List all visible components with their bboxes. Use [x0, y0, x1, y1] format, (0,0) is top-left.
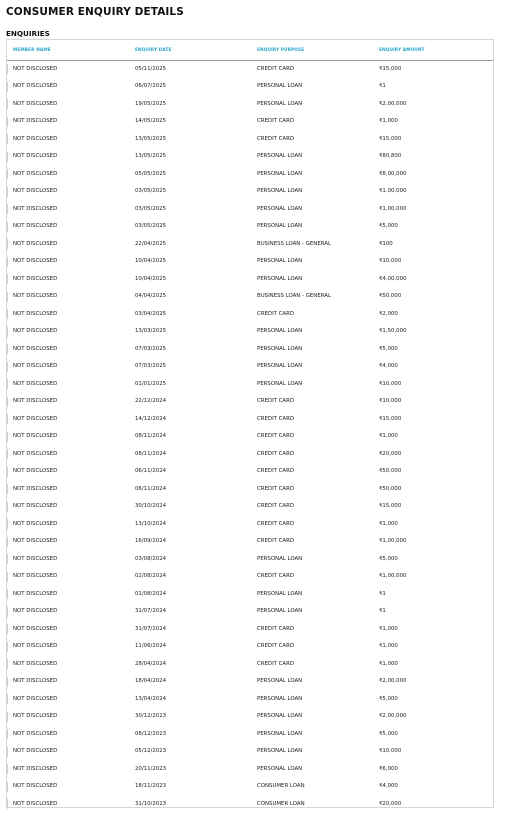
table-row: [7, 445, 493, 463]
row-divider: [7, 782, 8, 792]
enquiry-purpose-cell: CONSUMER LOAN: [257, 800, 305, 807]
enquiry-purpose-cell: PERSONAL LOAN: [257, 678, 303, 684]
row-divider: [7, 99, 8, 109]
enquiry-amount-cell: ₹5,000: [379, 555, 398, 562]
enquiry-purpose-cell: CREDIT CARD: [257, 310, 295, 317]
row-divider: [7, 554, 8, 564]
enquiry-date-cell: 10/04/2025: [135, 258, 167, 264]
member-name-cell: NOT DISCLOSED: [13, 590, 58, 597]
enquiry-purpose-cell: PERSONAL LOAN: [257, 188, 303, 194]
enquiry-purpose-cell: CREDIT CARD: [257, 485, 295, 492]
table-row: [7, 340, 493, 358]
member-name-cell: NOT DISCLOSED: [13, 800, 58, 807]
table-body: [7, 60, 493, 813]
member-name-cell: NOT DISCLOSED: [13, 293, 58, 299]
member-name-cell: NOT DISCLOSED: [13, 660, 58, 667]
enquiry-date-cell: 13/05/2025: [135, 135, 167, 142]
enquiry-amount-cell: ₹1,000: [379, 118, 398, 124]
enquiry-purpose-cell: CREDIT CARD: [257, 468, 295, 474]
enquiry-purpose-cell: PERSONAL LOAN: [257, 713, 303, 719]
enquiry-amount-cell: ₹4,000: [379, 783, 398, 789]
enquiry-amount-cell: ₹100: [379, 240, 393, 247]
enquiry-amount-cell: ₹1,00,000: [379, 188, 407, 194]
row-divider: [7, 467, 8, 477]
enquiry-amount-cell: ₹5,000: [379, 223, 398, 229]
row-divider: [7, 397, 8, 407]
table-row: [7, 60, 493, 78]
member-name-cell: NOT DISCLOSED: [13, 538, 58, 544]
table-row: [7, 568, 493, 586]
member-name-cell: NOT DISCLOSED: [13, 608, 58, 614]
member-name-cell: NOT DISCLOSED: [13, 485, 58, 492]
enquiries-table: [6, 39, 494, 808]
enquiry-amount-cell: ₹1,00,000: [379, 573, 407, 579]
enquiry-purpose-cell: CREDIT CARD: [257, 503, 295, 509]
enquiry-amount-cell: ₹10,000: [379, 748, 402, 754]
member-name-cell: NOT DISCLOSED: [13, 65, 58, 72]
page-title: CONSUMER ENQUIRY DETAILS: [6, 6, 184, 18]
member-name-cell: NOT DISCLOSED: [13, 205, 58, 212]
enquiry-amount-cell: ₹15,000: [379, 503, 402, 509]
section-heading: ENQUIRIES: [6, 29, 50, 38]
row-divider: [7, 519, 8, 529]
enquiry-date-cell: 22/12/2024: [135, 398, 167, 404]
row-divider: [7, 239, 8, 249]
row-divider: [7, 152, 8, 162]
table-row: [7, 305, 493, 323]
enquiry-amount-cell: ₹1,50,000: [379, 328, 407, 334]
row-divider: [7, 572, 8, 582]
row-divider: [7, 747, 8, 757]
member-name-cell: NOT DISCLOSED: [13, 345, 58, 352]
member-name-cell: NOT DISCLOSED: [13, 450, 58, 457]
enquiry-date-cell: 03/05/2025: [135, 223, 167, 229]
row-divider: [7, 432, 8, 442]
enquiry-amount-cell: ₹1: [379, 608, 386, 614]
enquiry-date-cell: 16/09/2024: [135, 538, 167, 544]
table-row: [7, 463, 493, 481]
enquiry-purpose-cell: CREDIT CARD: [257, 118, 295, 124]
member-name-cell: NOT DISCLOSED: [13, 170, 58, 177]
enquiry-date-cell: 18/11/2023: [135, 783, 167, 789]
row-divider: [7, 677, 8, 687]
row-divider: [7, 694, 8, 704]
enquiry-date-cell: 05/05/2025: [135, 170, 167, 177]
enquiry-purpose-cell: PERSONAL LOAN: [257, 590, 303, 597]
enquiry-date-cell: 05/11/2025: [135, 65, 167, 72]
enquiry-purpose-cell: PERSONAL LOAN: [257, 153, 303, 159]
enquiry-date-cell: 02/08/2024: [135, 573, 167, 579]
member-name-cell: NOT DISCLOSED: [13, 415, 58, 422]
enquiry-date-cell: 06/11/2024: [135, 485, 167, 492]
enquiry-purpose-cell: PERSONAL LOAN: [257, 695, 303, 702]
member-name-cell: NOT DISCLOSED: [13, 713, 58, 719]
enquiry-date-cell: 08/11/2024: [135, 450, 167, 457]
enquiry-purpose-cell: CREDIT CARD: [257, 415, 295, 422]
enquiry-date-cell: 22/04/2025: [135, 240, 167, 247]
row-divider: [7, 607, 8, 617]
enquiry-amount-cell: ₹20,000: [379, 800, 402, 807]
row-divider: [7, 117, 8, 127]
row-divider: [7, 64, 8, 74]
row-divider: [7, 589, 8, 599]
enquiry-amount-cell: ₹5,000: [379, 345, 398, 352]
enquiry-amount-cell: ₹50,000: [379, 468, 402, 474]
row-divider: [7, 729, 8, 739]
member-name-cell: NOT DISCLOSED: [13, 275, 58, 282]
enquiry-amount-cell: ₹80,800: [379, 153, 402, 159]
table-row: [7, 78, 493, 96]
enquiry-date-cell: 11/06/2024: [135, 643, 167, 649]
enquiry-amount-cell: ₹10,000: [379, 258, 402, 264]
table-row: [7, 498, 493, 516]
enquiry-amount-cell: ₹5,000: [379, 695, 398, 702]
table-row: [7, 550, 493, 568]
row-divider: [7, 222, 8, 232]
enquiry-date-cell: 30/10/2024: [135, 503, 167, 509]
enquiry-amount-cell: ₹15,000: [379, 65, 402, 72]
table-row: [7, 183, 493, 201]
enquiry-amount-cell: ₹2,00,000: [379, 713, 407, 719]
enquiry-amount-cell: ₹1,000: [379, 625, 398, 632]
enquiry-amount-cell: ₹10,000: [379, 398, 402, 404]
enquiry-purpose-cell: CREDIT CARD: [257, 398, 295, 404]
enquiry-purpose-cell: CREDIT CARD: [257, 538, 295, 544]
enquiry-purpose-cell: PERSONAL LOAN: [257, 328, 303, 334]
enquiry-purpose-cell: PERSONAL LOAN: [257, 345, 303, 352]
member-name-cell: NOT DISCLOSED: [13, 83, 58, 89]
row-divider: [7, 449, 8, 459]
row-divider: [7, 187, 8, 197]
enquiry-amount-cell: ₹2,00,000: [379, 678, 407, 684]
row-divider: [7, 82, 8, 92]
member-name-cell: NOT DISCLOSED: [13, 398, 58, 404]
enquiry-date-cell: 14/05/2025: [135, 118, 167, 124]
enquiry-date-cell: 03/04/2025: [135, 310, 167, 317]
enquiry-date-cell: 05/12/2023: [135, 748, 167, 754]
table-row: [7, 113, 493, 131]
enquiry-amount-cell: ₹6,000: [379, 765, 398, 772]
member-name-cell: NOT DISCLOSED: [13, 503, 58, 509]
table-row: [7, 235, 493, 253]
enquiry-purpose-cell: PERSONAL LOAN: [257, 223, 303, 229]
enquiry-purpose-cell: PERSONAL LOAN: [257, 170, 303, 177]
row-divider: [7, 659, 8, 669]
enquiry-amount-cell: ₹2,00,000: [379, 100, 407, 107]
enquiry-purpose-cell: PERSONAL LOAN: [257, 83, 303, 89]
enquiry-purpose-cell: CREDIT CARD: [257, 573, 295, 579]
member-name-cell: NOT DISCLOSED: [13, 188, 58, 194]
column-header-member-name: MEMBER NAME: [13, 48, 51, 53]
table-row: [7, 95, 493, 113]
row-divider: [7, 134, 8, 144]
enquiry-purpose-cell: CREDIT CARD: [257, 65, 295, 72]
enquiry-date-cell: 06/07/2025: [135, 83, 167, 89]
table-row: [7, 253, 493, 271]
enquiry-purpose-cell: PERSONAL LOAN: [257, 205, 303, 212]
enquiry-purpose-cell: PERSONAL LOAN: [257, 730, 303, 737]
member-name-cell: NOT DISCLOSED: [13, 643, 58, 649]
row-divider: [7, 712, 8, 722]
enquiry-date-cell: 19/05/2025: [135, 100, 167, 107]
enquiry-amount-cell: ₹1,000: [379, 520, 398, 527]
row-divider: [7, 484, 8, 494]
enquiry-purpose-cell: PERSONAL LOAN: [257, 100, 303, 107]
enquiry-amount-cell: ₹50,000: [379, 293, 402, 299]
column-header-enquiry-date: ENQUIRY DATE: [135, 48, 172, 53]
enquiry-purpose-cell: CREDIT CARD: [257, 660, 295, 667]
table-row: [7, 620, 493, 638]
table-row: [7, 778, 493, 796]
table-row: [7, 533, 493, 551]
enquiry-date-cell: 03/08/2024: [135, 555, 167, 562]
member-name-cell: NOT DISCLOSED: [13, 748, 58, 754]
enquiry-date-cell: 28/04/2024: [135, 660, 167, 667]
row-divider: [7, 257, 8, 267]
table-row: [7, 655, 493, 673]
enquiry-date-cell: 31/07/2024: [135, 608, 167, 614]
member-name-cell: NOT DISCLOSED: [13, 135, 58, 142]
enquiry-amount-cell: ₹1,00,000: [379, 538, 407, 544]
enquiry-date-cell: 08/12/2023: [135, 730, 167, 737]
enquiry-date-cell: 03/05/2025: [135, 205, 167, 212]
table-row: [7, 690, 493, 708]
enquiry-amount-cell: ₹1: [379, 590, 386, 597]
row-divider: [7, 379, 8, 389]
enquiry-date-cell: 31/07/2024: [135, 625, 167, 632]
member-name-cell: NOT DISCLOSED: [13, 433, 58, 439]
table-row: [7, 725, 493, 743]
row-divider: [7, 362, 8, 372]
table-row: [7, 270, 493, 288]
member-name-cell: NOT DISCLOSED: [13, 223, 58, 229]
row-divider: [7, 292, 8, 302]
member-name-cell: NOT DISCLOSED: [13, 765, 58, 772]
member-name-cell: NOT DISCLOSED: [13, 363, 58, 369]
enquiry-amount-cell: ₹10,000: [379, 380, 402, 387]
enquiry-purpose-cell: PERSONAL LOAN: [257, 765, 303, 772]
enquiry-date-cell: 03/05/2025: [135, 188, 167, 194]
enquiry-date-cell: 07/03/2025: [135, 345, 167, 352]
enquiry-amount-cell: ₹15,000: [379, 135, 402, 142]
enquiry-purpose-cell: PERSONAL LOAN: [257, 748, 303, 754]
row-divider: [7, 624, 8, 634]
enquiry-purpose-cell: PERSONAL LOAN: [257, 608, 303, 614]
enquiry-purpose-cell: PERSONAL LOAN: [257, 275, 303, 282]
table-row: [7, 480, 493, 498]
table-row: [7, 410, 493, 428]
member-name-cell: NOT DISCLOSED: [13, 730, 58, 737]
enquiry-amount-cell: ₹1,000: [379, 660, 398, 667]
member-name-cell: NOT DISCLOSED: [13, 468, 58, 474]
row-divider: [7, 414, 8, 424]
column-header-enquiry-purpose: ENQUIRY PURPOSE: [257, 48, 305, 53]
enquiry-amount-cell: ₹2,000: [379, 310, 398, 317]
enquiry-amount-cell: ₹1,000: [379, 433, 398, 439]
enquiry-amount-cell: ₹1,00,000: [379, 205, 407, 212]
row-divider: [7, 764, 8, 774]
member-name-cell: NOT DISCLOSED: [13, 573, 58, 579]
table-row: [7, 358, 493, 376]
table-header: [7, 40, 493, 61]
member-name-cell: NOT DISCLOSED: [13, 783, 58, 789]
table-row: [7, 760, 493, 778]
table-row: [7, 673, 493, 691]
enquiry-purpose-cell: BUSINESS LOAN - GENERAL: [257, 293, 331, 299]
member-name-cell: NOT DISCLOSED: [13, 695, 58, 702]
enquiry-date-cell: 08/11/2024: [135, 433, 167, 439]
member-name-cell: NOT DISCLOSED: [13, 118, 58, 124]
table-row: [7, 708, 493, 726]
enquiry-purpose-cell: CREDIT CARD: [257, 520, 295, 527]
row-divider: [7, 502, 8, 512]
enquiry-date-cell: 10/04/2025: [135, 275, 167, 282]
table-row: [7, 638, 493, 656]
member-name-cell: NOT DISCLOSED: [13, 380, 58, 387]
enquiry-date-cell: 31/10/2023: [135, 800, 167, 807]
enquiry-date-cell: 01/01/2025: [135, 380, 167, 387]
enquiry-date-cell: 13/05/2025: [135, 153, 167, 159]
member-name-cell: NOT DISCLOSED: [13, 153, 58, 159]
row-divider: [7, 327, 8, 337]
member-name-cell: NOT DISCLOSED: [13, 625, 58, 632]
table-row: [7, 218, 493, 236]
row-divider: [7, 309, 8, 319]
enquiry-purpose-cell: CREDIT CARD: [257, 450, 295, 457]
table-row: [7, 393, 493, 411]
member-name-cell: NOT DISCLOSED: [13, 100, 58, 107]
enquiry-date-cell: 14/12/2024: [135, 415, 167, 422]
column-header-enquiry-amount: ENQUIRY AMOUNT: [379, 48, 425, 53]
row-divider: [7, 274, 8, 284]
enquiry-amount-cell: ₹20,000: [379, 450, 402, 457]
table-row: [7, 428, 493, 446]
member-name-cell: NOT DISCLOSED: [13, 678, 58, 684]
table-row: [7, 165, 493, 183]
enquiry-amount-cell: ₹50,000: [379, 485, 402, 492]
table-row: [7, 515, 493, 533]
enquiry-amount-cell: ₹15,000: [379, 415, 402, 422]
enquiry-date-cell: 07/03/2025: [135, 363, 167, 369]
row-divider: [7, 204, 8, 214]
member-name-cell: NOT DISCLOSED: [13, 258, 58, 264]
enquiry-purpose-cell: PERSONAL LOAN: [257, 258, 303, 264]
row-divider: [7, 642, 8, 652]
enquiry-amount-cell: ₹1: [379, 83, 386, 89]
row-divider: [7, 344, 8, 354]
enquiry-purpose-cell: PERSONAL LOAN: [257, 363, 303, 369]
member-name-cell: NOT DISCLOSED: [13, 555, 58, 562]
enquiry-purpose-cell: CREDIT CARD: [257, 135, 295, 142]
member-name-cell: NOT DISCLOSED: [13, 520, 58, 527]
table-row: [7, 795, 493, 813]
row-divider: [7, 799, 8, 809]
enquiry-date-cell: 01/08/2024: [135, 590, 167, 597]
enquiry-purpose-cell: BUSINESS LOAN - GENERAL: [257, 240, 331, 247]
table-row: [7, 743, 493, 761]
table-row: [7, 603, 493, 621]
enquiry-purpose-cell: PERSONAL LOAN: [257, 380, 303, 387]
enquiry-amount-cell: ₹5,000: [379, 730, 398, 737]
enquiry-date-cell: 13/10/2024: [135, 520, 167, 527]
table-row: [7, 148, 493, 166]
enquiry-purpose-cell: PERSONAL LOAN: [257, 555, 303, 562]
member-name-cell: NOT DISCLOSED: [13, 328, 58, 334]
enquiry-purpose-cell: CONSUMER LOAN: [257, 783, 305, 789]
enquiry-amount-cell: ₹8,00,000: [379, 170, 407, 177]
enquiry-purpose-cell: CREDIT CARD: [257, 433, 295, 439]
row-divider: [7, 537, 8, 547]
row-divider: [7, 169, 8, 179]
table-row: [7, 585, 493, 603]
table-row: [7, 323, 493, 341]
enquiry-date-cell: 06/11/2024: [135, 468, 167, 474]
enquiry-purpose-cell: CREDIT CARD: [257, 643, 295, 649]
enquiry-date-cell: 13/04/2024: [135, 695, 167, 702]
enquiry-date-cell: 04/04/2025: [135, 293, 167, 299]
enquiry-date-cell: 18/04/2024: [135, 678, 167, 684]
table-row: [7, 130, 493, 148]
enquiry-date-cell: 20/11/2023: [135, 765, 167, 772]
enquiry-date-cell: 30/12/2023: [135, 713, 167, 719]
enquiry-date-cell: 13/03/2025: [135, 328, 167, 334]
table-row: [7, 200, 493, 218]
enquiry-amount-cell: ₹4,00,000: [379, 275, 407, 282]
enquiry-amount-cell: ₹1,000: [379, 643, 398, 649]
table-row: [7, 288, 493, 306]
table-row: [7, 375, 493, 393]
enquiry-purpose-cell: CREDIT CARD: [257, 625, 295, 632]
enquiry-amount-cell: ₹4,000: [379, 363, 398, 369]
member-name-cell: NOT DISCLOSED: [13, 240, 58, 247]
member-name-cell: NOT DISCLOSED: [13, 310, 58, 317]
